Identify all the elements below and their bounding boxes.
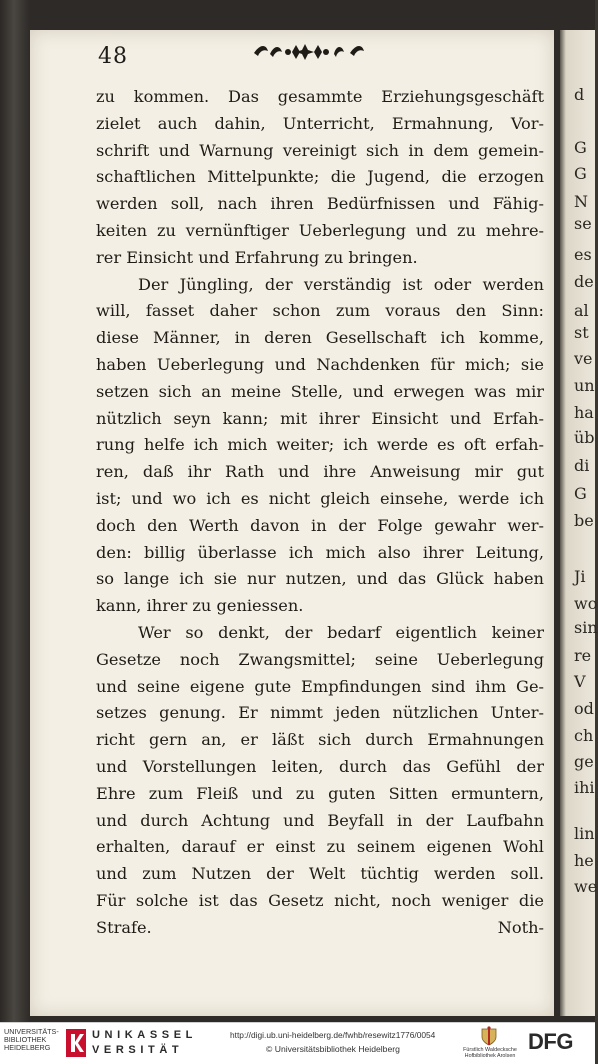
facing-page-fragment: G <box>574 484 587 503</box>
text-line: keiten zu vernünftiger Ueberlegung und zu mehre- <box>96 220 544 240</box>
heidelberg-library-name: UNIVERSITÄTS- BIBLIOTHEK HEIDELBERG <box>4 1027 59 1053</box>
text-line: rer Einsicht und Erfahrung zu bringen. <box>96 247 418 267</box>
page-number: 48 <box>98 44 128 69</box>
text-line: kann, ihrer zu geniessen. <box>96 596 304 616</box>
text-line: rung helfe ich mich weiter; ich werde es oft erfah- <box>96 435 544 455</box>
text-line: den: billig überlasse ich mich also ihrer Leitung, <box>96 542 544 562</box>
facing-page-fragment: al <box>574 301 589 320</box>
text-line: Ehre zum Fleiß und zu guten Sitten ermuntern, <box>96 783 544 803</box>
facing-page-fragment: he <box>574 851 594 870</box>
facing-page-edge <box>560 30 598 1016</box>
arolsen-library-name: Fürstlich Waldecksche Hofbibliothek Arolsen <box>463 1047 517 1059</box>
facing-page-fragment: üb <box>574 428 595 447</box>
text-line: schaftlichen Mittelpunkte; die Jugend, die erzogen <box>96 167 544 187</box>
text-line: setzen sich an meine Stelle, und erwegen was mir <box>96 381 544 401</box>
facing-page-fragment: di <box>574 456 590 475</box>
copyright-icon: © <box>266 1044 273 1054</box>
text-line: Gesetze noch Zwangsmittel; seine Ueberlegung <box>96 649 544 669</box>
permalink-url[interactable]: http://digi.ub.uni-heidelberg.de/fwhb/resewitz1776/0054 <box>230 1030 436 1040</box>
viewer-footer <box>0 1022 595 1064</box>
text-line: ren, daß ihr Rath und ihre Anweisung mir gut <box>96 462 544 482</box>
waldeck-crest-icon <box>481 1026 497 1046</box>
facing-page-fragment: ha <box>574 403 594 422</box>
kassel-wordmark-top: UNIKASSEL <box>92 1029 197 1041</box>
text-line: ist; und wo ich es nicht gleich einsehe, werde ich <box>96 488 544 508</box>
text-line-final <box>96 915 544 942</box>
text-line: diese Männer, in deren Gesellschaft ich komme, <box>96 328 544 348</box>
facing-page-fragment: be <box>574 511 594 530</box>
facing-page-fragment: un <box>574 376 595 395</box>
text-line: werden soll, nach ihren Bedürfnissen und Fähig- <box>96 194 544 214</box>
last-line-text: Strafe. <box>96 917 152 937</box>
facing-page-fragment: wo <box>574 594 598 613</box>
facing-page-fragment: es <box>574 245 592 264</box>
kassel-logo-icon <box>66 1029 86 1057</box>
text-line: nützlich seyn kann; mit ihrer Einsicht und Erfah- <box>96 408 544 428</box>
facing-page-fragment: ihi <box>574 778 595 797</box>
facing-page-fragment: ge <box>574 752 594 771</box>
dfg-logo: DFG <box>528 1029 573 1054</box>
text-line: setzes genung. Er nimmt jeden nützlichen Unter- <box>96 703 544 723</box>
catchword: Noth- <box>497 917 544 937</box>
facing-page-fragment: we <box>574 877 598 896</box>
facing-page-fragment: st <box>574 323 589 342</box>
facing-page-fragment: G <box>574 138 587 157</box>
text-line: schrift und Warnung vereinigt sich in dem gemein- <box>96 140 544 160</box>
facing-page-fragment: lin <box>574 824 595 843</box>
text-line: und seine eigene gute Empfindungen sind ihm Ge- <box>96 676 544 696</box>
facing-page-fragment: N <box>574 192 588 211</box>
text-line: will, fasset daher schon zum voraus den Sinn: <box>96 301 544 321</box>
text-line: Für solche ist das Gesetz nicht, noch weniger die <box>96 890 544 910</box>
text-line: doch den Werth davon in der Folge gewahr wer- <box>96 515 544 535</box>
text-line: und zum Nutzen der Welt tüchtig werden soll. <box>96 864 544 884</box>
facing-page-fragment: d <box>574 85 585 104</box>
text-line: erhalten, darauf er einst zu seinem eigenen Wohl <box>96 837 544 857</box>
text-line: Der Jüngling, der verständig ist oder werden <box>138 274 544 294</box>
facing-page-fragment: od <box>574 699 594 718</box>
facing-page-fragment: ch <box>574 726 594 745</box>
facing-page-fragment: V <box>574 672 586 691</box>
text-line: und durch Achtung und Beyfall in der Laufbahn <box>96 810 544 830</box>
text-line: und Vorstellungen leiten, durch das Gefühl der <box>96 756 544 776</box>
facing-page-fragment: re <box>574 646 592 665</box>
text-line: zielet auch dahin, Unterricht, Ermahnung, Vor- <box>96 113 544 133</box>
text-line: richt gern an, er läßt sich durch Ermahnungen <box>96 730 544 750</box>
text-line: so lange ich sie nur nutzen, und das Glück haben <box>96 569 544 589</box>
copyright-holder: Universitätsbibliothek Heidelberg <box>274 1044 400 1054</box>
facing-page-fragment: de <box>574 272 594 291</box>
facing-page-fragment: se <box>574 214 592 233</box>
copyright-notice <box>266 1044 400 1054</box>
page-body <box>96 84 544 942</box>
facing-page-fragment: G <box>574 164 587 183</box>
text-line: Wer so denkt, der bedarf eigentlich keiner <box>138 622 544 642</box>
text-line: zu kommen. Das gesammte Erziehungsgeschäft <box>96 87 544 106</box>
facing-page-fragment: sin <box>574 618 598 637</box>
facing-page-fragment: ve <box>574 349 593 368</box>
kassel-wordmark-bottom: VERSITÄT <box>92 1044 184 1056</box>
facing-page-fragment: Ji <box>574 567 586 586</box>
header-ornament <box>252 41 370 63</box>
text-line: haben Ueberlegung und Nachdenken für mich; sie <box>96 354 544 374</box>
